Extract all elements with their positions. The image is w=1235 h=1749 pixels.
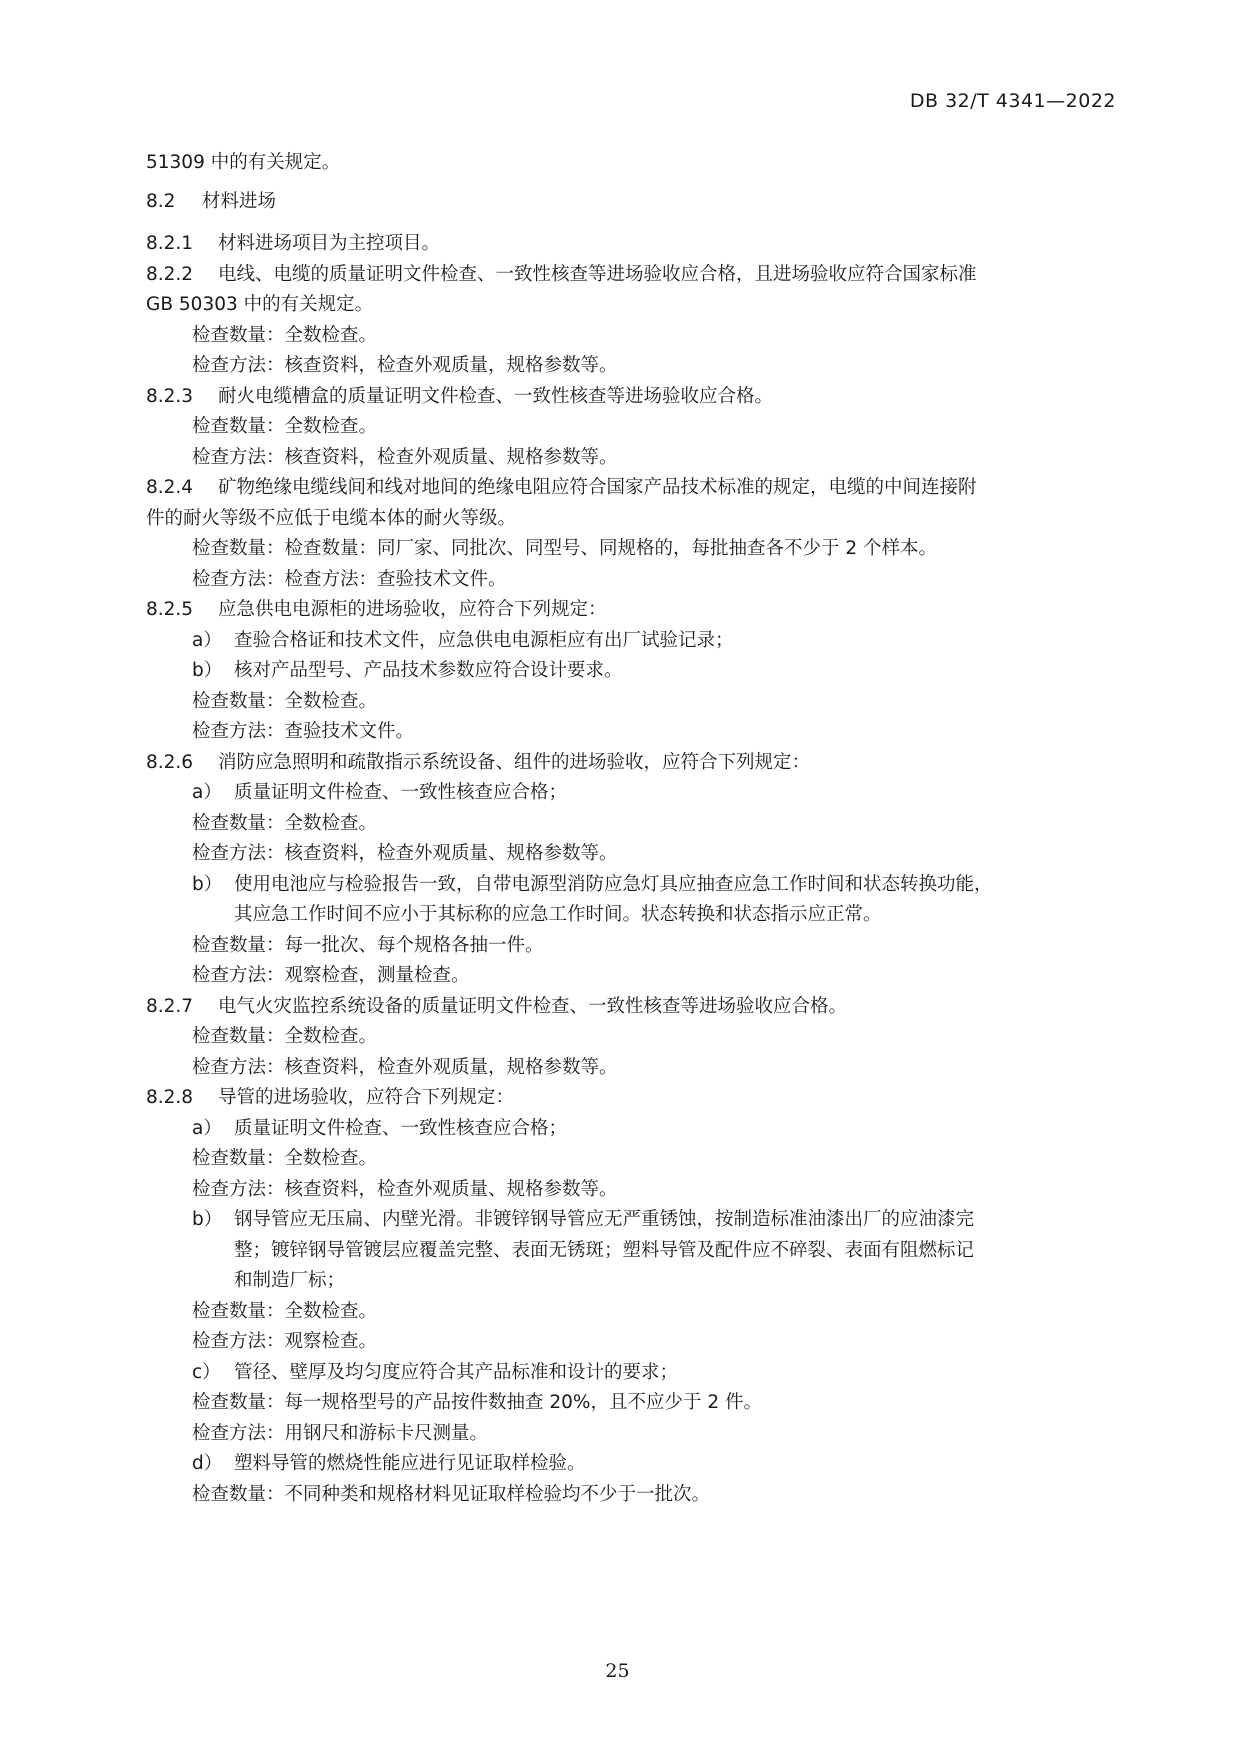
line-text: 钢导管应无压扁、内壁光滑。非镀锌钢导管应无严重锈蚀，按制造标准油漆出厂的应油漆完	[234, 1209, 975, 1230]
clause-line	[146, 748, 1126, 779]
line-text: 电线、电缆的质量证明文件检查、一致性核查等进场验收应合格，且进场验收应符合国家标准	[218, 263, 977, 285]
list-marker: b）	[192, 660, 223, 681]
text-line	[146, 290, 1126, 321]
line-text: 51309 中的有关规定。	[146, 152, 341, 173]
list-marker: a）	[192, 1117, 222, 1139]
line-text: 其应急工作时间不应小于其标称的应急工作时间。状态转换和状态指示应正常。	[234, 904, 882, 925]
clause-line	[146, 260, 1126, 291]
text-line	[146, 1144, 1126, 1175]
text-line	[146, 565, 1126, 596]
clause-number: 8.2.5	[146, 599, 194, 620]
list-marker: a）	[192, 782, 222, 803]
line-text: 检查数量：全数检查。	[192, 1148, 378, 1169]
list-marker: b）	[192, 873, 223, 895]
line-text: 检查方法：核查资料，检查外观质量、规格参数等。	[192, 843, 618, 864]
line-text: 核对产品型号、产品技术参数应符合设计要求。	[234, 660, 623, 681]
text-line	[146, 1327, 1126, 1358]
line-text: 材料进场项目为主控项目。	[218, 233, 441, 254]
line-text: 检查数量：全数检查。	[192, 690, 378, 712]
clause-line	[146, 992, 1126, 1023]
text-line	[146, 1480, 1126, 1511]
line-text: 检查方法：核查资料，检查外观质量，规格参数等。	[192, 355, 618, 376]
clause-number: 8.2.4	[146, 477, 194, 498]
list-marker: b）	[192, 1209, 223, 1230]
text-line	[146, 1297, 1126, 1328]
text-line	[146, 1053, 1126, 1084]
text-line	[146, 1175, 1126, 1206]
line-text: 检查方法：核查资料，检查外观质量，规格参数等。	[192, 1056, 618, 1078]
line-text: 质量证明文件检查、一致性核查应合格；	[234, 1117, 568, 1139]
line-text: 材料进场	[202, 190, 277, 212]
text-line	[146, 1022, 1126, 1053]
page-number: 25	[605, 1660, 630, 1682]
text-line	[146, 687, 1126, 718]
line-text: 检查方法：查验技术文件。	[192, 721, 415, 742]
text-line	[146, 1236, 1126, 1267]
list-item	[146, 1114, 1126, 1145]
line-text: 检查数量：全数检查。	[192, 324, 378, 346]
clause-number: 8.2.1	[146, 233, 194, 254]
list-item	[146, 778, 1126, 809]
list-item	[146, 1449, 1126, 1480]
clause-number: 8.2.6	[146, 751, 194, 773]
line-text: 检查数量：检查数量：同厂家、同批次、同型号、同规格的，每批抽查各不少于 2 个样本。	[192, 538, 938, 559]
text-line	[146, 931, 1126, 962]
clause-line	[146, 595, 1126, 626]
clause-number: 8.2.2	[146, 263, 194, 285]
clause-line	[146, 473, 1126, 504]
text-line	[146, 534, 1126, 565]
list-item	[146, 656, 1126, 687]
text-line	[146, 900, 1126, 931]
list-item	[146, 870, 1126, 901]
line-text: 矿物绝缘电缆线间和线对地间的绝缘电阻应符合国家产品技术标准的规定，电缆的中间连接附	[218, 477, 977, 498]
clause-line	[146, 382, 1126, 413]
line-text: 检查数量：全数检查。	[192, 812, 378, 834]
line-text: 使用电池应与检验报告一致，自带电源型消防应急灯具应抽查应急工作时间和状态转换功能，	[234, 873, 993, 895]
line-text: 导管的进场验收，应符合下列规定：	[218, 1087, 515, 1108]
line-text: 整；镀锌钢导管镀层应覆盖完整、表面无锈斑；塑料导管及配件应不碎裂、表面有阻燃标记	[234, 1239, 975, 1261]
line-text: 检查数量：全数检查。	[192, 1026, 378, 1047]
line-text: 检查数量：全数检查。	[192, 416, 378, 437]
text-line	[146, 321, 1126, 352]
text-line	[146, 839, 1126, 870]
clause-number: 8.2.8	[146, 1087, 194, 1108]
line-text: 耐火电缆槽盒的质量证明文件检查、一致性核查等进场验收应合格。	[218, 385, 774, 407]
text-line	[146, 1266, 1126, 1297]
line-text: 检查数量：每一批次、每个规格各抽一件。	[192, 934, 544, 956]
line-text: 质量证明文件检查、一致性核查应合格；	[234, 782, 568, 803]
line-text: 检查方法：用钢尺和游标卡尺测量。	[192, 1422, 489, 1444]
document-code-header: DB 32/T 4341—2022	[909, 90, 1116, 112]
line-text: GB 50303 中的有关规定。	[146, 294, 374, 315]
document-body	[146, 148, 1126, 1510]
line-text: 和制造厂标；	[234, 1270, 346, 1291]
line-text: 塑料导管的燃烧性能应进行见证取样检验。	[234, 1453, 586, 1474]
section-heading	[146, 187, 1126, 218]
text-line	[146, 1388, 1126, 1419]
list-item	[146, 1205, 1126, 1236]
line-text: 检查数量：不同种类和规格材料见证取样检验均不少于一批次。	[192, 1483, 711, 1505]
clause-line	[146, 1083, 1126, 1114]
line-text: 应急供电电源柜的进场验收，应符合下列规定：	[218, 599, 607, 620]
line-text: 检查数量：全数检查。	[192, 1300, 378, 1322]
line-text: 电气火灾监控系统设备的质量证明文件检查、一致性核查等进场验收应合格。	[218, 995, 848, 1017]
list-marker: d）	[192, 1453, 223, 1474]
clause-line	[146, 229, 1126, 260]
line-text: 检查方法：核查资料，检查外观质量、规格参数等。	[192, 446, 618, 468]
clause-number: 8.2.3	[146, 385, 194, 407]
text-line	[146, 809, 1126, 840]
text-line	[146, 443, 1126, 474]
list-item	[146, 626, 1126, 657]
text-line	[146, 148, 1126, 179]
line-text: 查验合格证和技术文件，应急供电电源柜应有出厂试验记录；	[234, 629, 734, 651]
text-line	[146, 504, 1126, 535]
line-text: 检查方法：检查方法：查验技术文件。	[192, 568, 507, 590]
line-text: 件的耐火等级不应低于电缆本体的耐火等级。	[146, 507, 517, 529]
line-text: 检查方法：核查资料，检查外观质量、规格参数等。	[192, 1178, 618, 1200]
line-text: 检查数量：每一规格型号的产品按件数抽查 20%，且不应少于 2 件。	[192, 1392, 763, 1413]
text-line	[146, 351, 1126, 382]
text-line	[146, 412, 1126, 443]
line-text: 消防应急照明和疏散指示系统设备、组件的进场验收，应符合下列规定：	[218, 751, 811, 773]
list-marker: c）	[192, 1361, 221, 1383]
clause-number: 8.2.7	[146, 995, 194, 1017]
list-marker: a）	[192, 629, 222, 651]
text-line	[146, 717, 1126, 748]
line-text: 管径、壁厚及均匀度应符合其产品标准和设计的要求；	[234, 1361, 679, 1383]
text-line	[146, 961, 1126, 992]
line-text: 检查方法：观察检查，测量检查。	[192, 965, 470, 986]
list-item	[146, 1358, 1126, 1389]
clause-number: 8.2	[146, 190, 176, 212]
line-text: 检查方法：观察检查。	[192, 1331, 378, 1352]
text-line	[146, 1419, 1126, 1450]
